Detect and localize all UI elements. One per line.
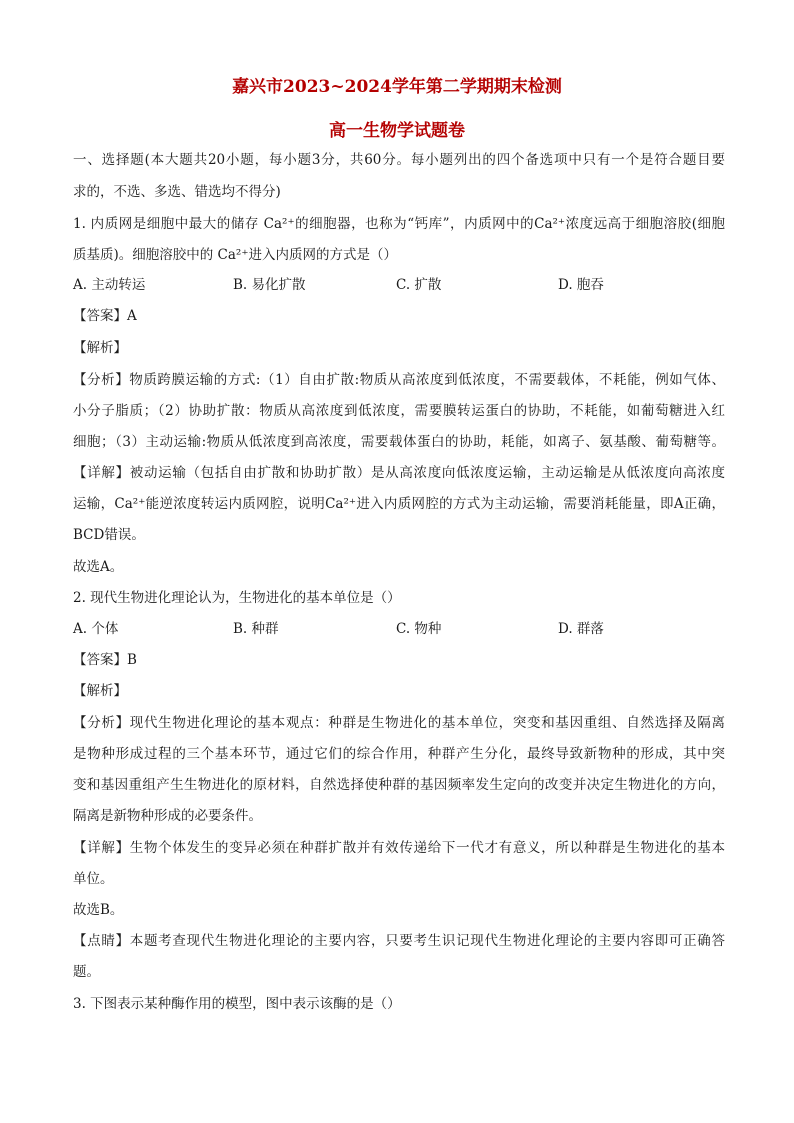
page-title: 嘉兴市2023~2024学年第二学期期末检测	[232, 77, 562, 97]
question-2-analysis-heading: 【解析】	[73, 683, 127, 699]
question-2-option-c: C. 物种	[396, 621, 442, 637]
question-1-conclusion: 故选A。	[73, 559, 124, 575]
question-1-detail-line-1: 【详解】被动运输（包括自由扩散和协助扩散）是从高浓度向低浓度运输，主动运输是从低浓度向高浓度	[73, 465, 725, 481]
question-1-detail-line-3: BCD错误。	[73, 527, 145, 543]
question-2-line-1: 2. 现代生物进化理论认为，生物进化的基本单位是（）	[73, 590, 401, 606]
question-2-analysis-line-2: 是物种形成过程的三个基本环节，通过它们的综合作用，种群产生分化，最终导致新物种的形成，其中突	[73, 746, 725, 762]
question-1-option-a: A. 主动转运	[73, 277, 146, 293]
question-2-analysis-line-3: 变和基因重组产生生物进化的原材料，自然选择使种群的基因频率发生定向的改变并决定生物进化的方向，	[73, 777, 725, 793]
question-1-analysis-heading: 【解析】	[73, 340, 127, 356]
question-2-analysis-line-4: 隔离是新物种形成的必要条件。	[73, 808, 262, 824]
question-2-option-a: A. 个体	[73, 621, 119, 637]
question-2-detail-line-2: 单位。	[73, 871, 114, 887]
question-1-answer: 【答案】A	[73, 308, 137, 324]
section-intro-line-1: 一、选择题(本大题共20小题，每小题3分，共60分。每小题列出的四个备选项中只有一个是符合题目要	[73, 152, 725, 168]
question-1-line-1: 1. 内质网是细胞中最大的储存 Ca²⁺的细胞器，也称为“钙库”，内质网中的Ca²⁺浓度远高于细胞溶胶(细胞	[73, 216, 725, 232]
page-subtitle: 高一生物学试题卷	[329, 121, 465, 141]
section-intro-line-2: 求的，不选、多选、错选均不得分)	[73, 184, 281, 200]
question-2-option-b: B. 种群	[233, 621, 279, 637]
question-1-analysis-line-3: 细胞；（3）主动运输:物质从低浓度到高浓度，需要载体蛋白的协助，耗能，如离子、氨基酸、葡萄糖等。	[73, 434, 725, 450]
question-1-option-b: B. 易化扩散	[233, 277, 306, 293]
question-3-line-1: 3. 下图表示某种酶作用的模型，图中表示该酶的是（）	[73, 996, 401, 1012]
question-1-analysis-line-2: 小分子脂质；（2）协助扩散：物质从高浓度到低浓度，需要膜转运蛋白的协助，不耗能，如葡萄糖进入红	[73, 403, 725, 419]
question-2-answer: 【答案】B	[73, 652, 137, 668]
question-2-option-d: D. 群落	[558, 621, 604, 637]
question-1-analysis-line-1: 【分析】物质跨膜运输的方式:（1）自由扩散:物质从高浓度到低浓度，不需要载体，不耗能，例如气体、	[73, 372, 725, 388]
question-1-line-2: 质基质)。细胞溶胶中的 Ca²⁺进入内质网的方式是（）	[73, 247, 397, 263]
question-2-conclusion: 故选B。	[73, 902, 124, 918]
question-1-option-c: C. 扩散	[396, 277, 442, 293]
question-2-note-line-2: 题。	[73, 964, 100, 980]
question-1-option-d: D. 胞吞	[558, 277, 604, 293]
question-2-detail-line-1: 【详解】生物个体发生的变异必须在种群扩散并有效传递给下一代才有意义，所以种群是生物进化的基本	[73, 840, 725, 856]
question-1-detail-line-2: 运输，Ca²⁺能逆浓度转运内质网腔，说明Ca²⁺进入内质网腔的方式为主动运输，需要消耗能量，即A正确，	[73, 496, 725, 512]
question-2-note-line-1: 【点睛】本题考查现代生物进化理论的主要内容，只要考生识记现代生物进化理论的主要内容即可正确答	[73, 933, 725, 949]
question-2-analysis-line-1: 【分析】现代生物进化理论的基本观点：种群是生物进化的基本单位，突变和基因重组、自然选择及隔离	[73, 715, 725, 731]
